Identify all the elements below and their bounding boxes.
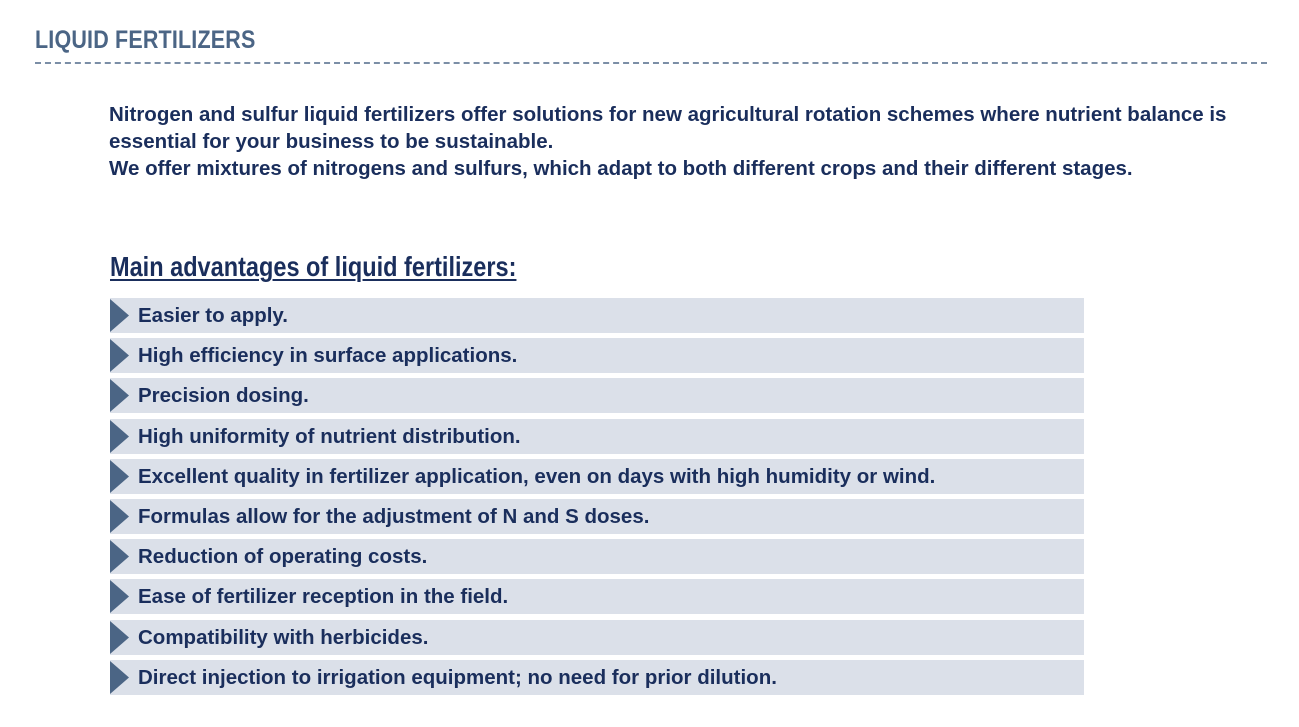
page-title: LIQUID FERTILIZERS (35, 26, 256, 54)
advantage-item (110, 298, 1084, 333)
advantage-label: Precision dosing. (138, 384, 309, 408)
advantage-label: Reduction of operating costs. (138, 545, 428, 569)
triangle-arrow-right-icon (110, 420, 129, 453)
advantage-item (110, 459, 1084, 494)
advantage-label: High efficiency in surface applications. (138, 344, 518, 368)
intro-paragraph-1: Nitrogen and sulfur liquid fertilizers offer solutions for new agricultural rotation schemes where nutrient balance is essential for your business to be sustainable. (109, 103, 1227, 153)
intro-text (109, 101, 1269, 182)
advantage-label: Compatibility with herbicides. (138, 625, 429, 649)
title-divider (35, 62, 1267, 64)
triangle-arrow-right-icon (110, 661, 129, 694)
advantage-label: Ease of fertilizer reception in the field. (138, 585, 509, 609)
advantage-item (110, 539, 1084, 574)
advantage-label: High uniformity of nutrient distribution. (138, 424, 521, 448)
advantages-heading: Main advantages of liquid fertilizers: (110, 251, 517, 282)
advantage-item (110, 579, 1084, 614)
advantages-list (110, 298, 1084, 700)
triangle-arrow-right-icon (110, 299, 129, 332)
advantage-item (110, 378, 1084, 413)
advantage-label: Direct injection to irrigation equipment; no need for prior dilution. (138, 665, 777, 689)
advantage-label: Formulas allow for the adjustment of N and S doses. (138, 504, 650, 528)
triangle-arrow-right-icon (110, 621, 129, 654)
advantage-item (110, 419, 1084, 454)
triangle-arrow-right-icon (110, 580, 129, 613)
advantage-item (110, 338, 1084, 373)
triangle-arrow-right-icon (110, 460, 129, 493)
advantage-item (110, 620, 1084, 655)
triangle-arrow-right-icon (110, 540, 129, 573)
advantage-label: Excellent quality in fertilizer application, even on days with high humidity or wind. (138, 464, 936, 488)
advantage-label: Easier to apply. (138, 304, 289, 327)
advantage-item (110, 660, 1084, 695)
advantage-item (110, 499, 1084, 534)
intro-paragraph-2: We offer mixtures of nitrogens and sulfurs, which adapt to both different crops and their different stages. (109, 157, 1133, 180)
triangle-arrow-right-icon (110, 379, 129, 412)
triangle-arrow-right-icon (110, 500, 129, 533)
triangle-arrow-right-icon (110, 339, 129, 372)
